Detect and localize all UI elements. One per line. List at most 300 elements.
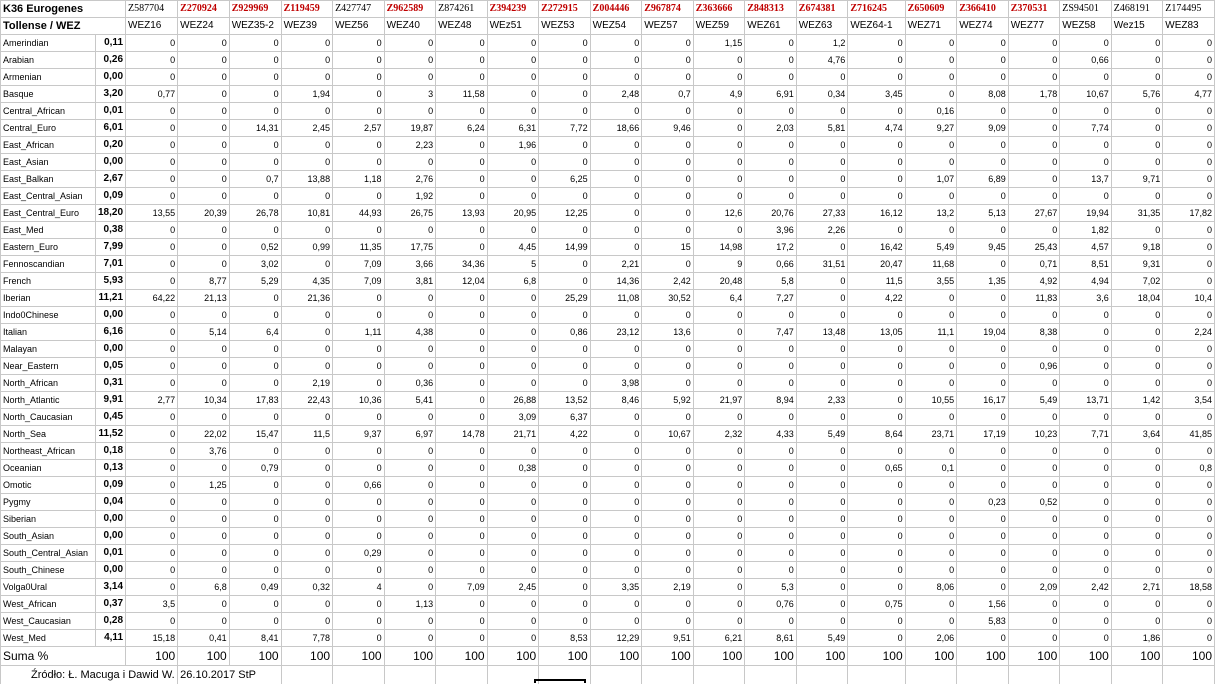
- value-cell[interactable]: 0: [229, 137, 281, 154]
- value-cell[interactable]: 0: [1008, 222, 1060, 239]
- value-cell[interactable]: 20,47: [848, 256, 905, 273]
- value-cell[interactable]: 3,81: [384, 273, 436, 290]
- value-cell[interactable]: 4,74: [848, 120, 905, 137]
- wez-code-cell[interactable]: WEZ58: [1060, 18, 1112, 35]
- value-cell[interactable]: 0: [590, 426, 642, 443]
- value-cell[interactable]: 7,78: [281, 630, 333, 647]
- component-label-cell[interactable]: Volga0Ural: [1, 579, 96, 596]
- value-cell[interactable]: 0: [693, 409, 745, 426]
- value-cell[interactable]: 12,25: [539, 205, 591, 222]
- value-cell[interactable]: 0: [642, 511, 694, 528]
- value-cell[interactable]: 0,8: [1163, 460, 1215, 477]
- value-cell[interactable]: 44,93: [333, 205, 385, 222]
- component-label-cell[interactable]: French: [1, 273, 96, 290]
- value-cell[interactable]: 0: [848, 222, 905, 239]
- value-cell[interactable]: 0: [436, 494, 488, 511]
- value-cell[interactable]: 0,1: [905, 460, 957, 477]
- value-cell[interactable]: 0: [1111, 341, 1163, 358]
- value-cell[interactable]: 0: [281, 307, 333, 324]
- value-cell[interactable]: 0: [178, 86, 230, 103]
- value-cell[interactable]: 0: [384, 630, 436, 647]
- value-cell[interactable]: 0: [436, 103, 488, 120]
- value-cell[interactable]: 0: [642, 443, 694, 460]
- component-label-cell[interactable]: Central_Euro: [1, 120, 96, 137]
- value-cell[interactable]: 0: [642, 528, 694, 545]
- value-cell[interactable]: 0: [126, 494, 178, 511]
- value-cell[interactable]: 0: [693, 613, 745, 630]
- value-cell[interactable]: 6,8: [178, 579, 230, 596]
- value-cell[interactable]: 31,51: [796, 256, 848, 273]
- value-cell[interactable]: 0: [178, 511, 230, 528]
- value-cell[interactable]: 0: [1008, 545, 1060, 562]
- value-cell[interactable]: 0: [436, 137, 488, 154]
- value-cell[interactable]: 0: [642, 494, 694, 511]
- component-label-cell[interactable]: South_Chinese: [1, 562, 96, 579]
- value-cell[interactable]: 0: [590, 545, 642, 562]
- value-cell[interactable]: 0: [642, 154, 694, 171]
- value-cell[interactable]: 0: [693, 69, 745, 86]
- value-cell[interactable]: 0: [1008, 188, 1060, 205]
- value-cell[interactable]: 0: [1111, 528, 1163, 545]
- value-cell[interactable]: 2,06: [905, 630, 957, 647]
- component-label-cell[interactable]: Central_African: [1, 103, 96, 120]
- kit-id-cell[interactable]: Z174495: [1163, 1, 1215, 18]
- value-cell[interactable]: 0: [281, 494, 333, 511]
- average-cell[interactable]: 0,00: [95, 154, 125, 171]
- value-cell[interactable]: 5,8: [745, 273, 797, 290]
- value-cell[interactable]: 0: [796, 613, 848, 630]
- value-cell[interactable]: 14,78: [436, 426, 488, 443]
- value-cell[interactable]: 1,42: [1111, 392, 1163, 409]
- value-cell[interactable]: 0: [1060, 103, 1112, 120]
- value-cell[interactable]: 0: [333, 409, 385, 426]
- value-cell[interactable]: 0: [590, 239, 642, 256]
- average-cell[interactable]: 6,16: [95, 324, 125, 341]
- value-cell[interactable]: 0: [1060, 341, 1112, 358]
- value-cell[interactable]: 0: [848, 307, 905, 324]
- value-cell[interactable]: 0: [642, 358, 694, 375]
- value-cell[interactable]: 2,42: [642, 273, 694, 290]
- value-cell[interactable]: 0: [1008, 120, 1060, 137]
- value-cell[interactable]: 19,04: [957, 324, 1009, 341]
- value-cell[interactable]: 0: [539, 358, 591, 375]
- value-cell[interactable]: 0: [333, 613, 385, 630]
- value-cell[interactable]: 0,65: [848, 460, 905, 477]
- value-cell[interactable]: 0: [590, 596, 642, 613]
- value-cell[interactable]: 6,4: [229, 324, 281, 341]
- value-cell[interactable]: 0: [436, 409, 488, 426]
- value-cell[interactable]: 0: [590, 307, 642, 324]
- value-cell[interactable]: 1,15: [693, 35, 745, 52]
- value-cell[interactable]: 0: [905, 443, 957, 460]
- value-cell[interactable]: 4,33: [745, 426, 797, 443]
- value-cell[interactable]: 0: [796, 171, 848, 188]
- value-cell[interactable]: 0: [848, 392, 905, 409]
- value-cell[interactable]: 21,71: [487, 426, 539, 443]
- value-cell[interactable]: 0: [384, 69, 436, 86]
- value-cell[interactable]: 3: [384, 86, 436, 103]
- value-cell[interactable]: 5,76: [1111, 86, 1163, 103]
- value-cell[interactable]: 0: [178, 460, 230, 477]
- value-cell[interactable]: 4,22: [539, 426, 591, 443]
- value-cell[interactable]: 0: [281, 341, 333, 358]
- value-cell[interactable]: 11,1: [905, 324, 957, 341]
- value-cell[interactable]: 0: [126, 52, 178, 69]
- value-cell[interactable]: 0: [436, 154, 488, 171]
- value-cell[interactable]: 0: [436, 188, 488, 205]
- value-cell[interactable]: 3,02: [229, 256, 281, 273]
- value-cell[interactable]: 0: [1111, 460, 1163, 477]
- value-cell[interactable]: 0: [436, 528, 488, 545]
- value-cell[interactable]: 0,29: [333, 545, 385, 562]
- value-cell[interactable]: 0: [539, 494, 591, 511]
- value-cell[interactable]: 0: [905, 494, 957, 511]
- value-cell[interactable]: 3,5: [126, 596, 178, 613]
- value-cell[interactable]: 0: [178, 239, 230, 256]
- value-cell[interactable]: 1,78: [1008, 86, 1060, 103]
- value-cell[interactable]: 0: [1163, 358, 1215, 375]
- value-cell[interactable]: 9,31: [1111, 256, 1163, 273]
- component-label-cell[interactable]: Near_Eastern: [1, 358, 96, 375]
- component-label-cell[interactable]: Iberian: [1, 290, 96, 307]
- value-cell[interactable]: 21,36: [281, 290, 333, 307]
- value-cell[interactable]: 0: [539, 545, 591, 562]
- value-cell[interactable]: 0: [796, 511, 848, 528]
- value-cell[interactable]: 15: [642, 239, 694, 256]
- value-cell[interactable]: 0: [229, 511, 281, 528]
- value-cell[interactable]: 0: [848, 137, 905, 154]
- value-cell[interactable]: 0: [1008, 69, 1060, 86]
- value-cell[interactable]: 2,32: [693, 426, 745, 443]
- value-cell[interactable]: 0: [1008, 596, 1060, 613]
- value-cell[interactable]: 0: [229, 86, 281, 103]
- value-cell[interactable]: 3,98: [590, 375, 642, 392]
- value-cell[interactable]: 0: [848, 528, 905, 545]
- empty-cell[interactable]: [693, 666, 745, 684]
- value-cell[interactable]: 0: [957, 137, 1009, 154]
- value-cell[interactable]: 0: [126, 154, 178, 171]
- value-cell[interactable]: 0,76: [745, 596, 797, 613]
- empty-cell[interactable]: [1111, 666, 1163, 684]
- value-cell[interactable]: 12,6: [693, 205, 745, 222]
- value-cell[interactable]: 0: [487, 35, 539, 52]
- value-cell[interactable]: 11,5: [281, 426, 333, 443]
- value-cell[interactable]: 0: [1008, 613, 1060, 630]
- value-cell[interactable]: 0: [693, 443, 745, 460]
- sum-value-cell[interactable]: 100: [905, 647, 957, 666]
- empty-cell[interactable]: [796, 666, 848, 684]
- value-cell[interactable]: 0: [126, 511, 178, 528]
- value-cell[interactable]: 10,23: [1008, 426, 1060, 443]
- value-cell[interactable]: 3,45: [848, 86, 905, 103]
- value-cell[interactable]: 0: [178, 562, 230, 579]
- value-cell[interactable]: 30,52: [642, 290, 694, 307]
- component-label-cell[interactable]: East_Balkan: [1, 171, 96, 188]
- value-cell[interactable]: 2,71: [1111, 579, 1163, 596]
- value-cell[interactable]: 0: [178, 409, 230, 426]
- average-cell[interactable]: 3,14: [95, 579, 125, 596]
- average-cell[interactable]: 0,37: [95, 596, 125, 613]
- component-label-cell[interactable]: West_Med: [1, 630, 96, 647]
- value-cell[interactable]: 0: [178, 120, 230, 137]
- value-cell[interactable]: 0: [539, 477, 591, 494]
- kit-id-cell[interactable]: Z366410: [957, 1, 1009, 18]
- value-cell[interactable]: 0: [126, 426, 178, 443]
- value-cell[interactable]: 0: [229, 477, 281, 494]
- value-cell[interactable]: 0: [590, 443, 642, 460]
- value-cell[interactable]: 0: [1111, 120, 1163, 137]
- value-cell[interactable]: 7,02: [1111, 273, 1163, 290]
- value-cell[interactable]: 0: [333, 630, 385, 647]
- value-cell[interactable]: 5,49: [905, 239, 957, 256]
- value-cell[interactable]: 0: [229, 375, 281, 392]
- value-cell[interactable]: 0: [693, 307, 745, 324]
- value-cell[interactable]: 1,07: [905, 171, 957, 188]
- value-cell[interactable]: 0: [693, 494, 745, 511]
- value-cell[interactable]: 0: [905, 154, 957, 171]
- value-cell[interactable]: 0: [539, 528, 591, 545]
- sum-label-cell[interactable]: Suma %: [1, 647, 126, 666]
- value-cell[interactable]: 22,43: [281, 392, 333, 409]
- value-cell[interactable]: 23,12: [590, 324, 642, 341]
- value-cell[interactable]: 7,47: [745, 324, 797, 341]
- value-cell[interactable]: 0: [905, 222, 957, 239]
- value-cell[interactable]: 0: [333, 188, 385, 205]
- value-cell[interactable]: 0: [487, 443, 539, 460]
- value-cell[interactable]: 0: [1008, 341, 1060, 358]
- value-cell[interactable]: 0: [848, 69, 905, 86]
- value-cell[interactable]: 0: [590, 494, 642, 511]
- value-cell[interactable]: 1,35: [957, 273, 1009, 290]
- value-cell[interactable]: 0: [1111, 511, 1163, 528]
- value-cell[interactable]: 0: [796, 579, 848, 596]
- wez-code-cell[interactable]: Wez15: [1111, 18, 1163, 35]
- value-cell[interactable]: 0: [281, 256, 333, 273]
- value-cell[interactable]: 0: [539, 307, 591, 324]
- value-cell[interactable]: 0: [745, 460, 797, 477]
- value-cell[interactable]: 2,76: [384, 171, 436, 188]
- value-cell[interactable]: 0: [1008, 460, 1060, 477]
- value-cell[interactable]: 0: [1163, 545, 1215, 562]
- value-cell[interactable]: 0: [848, 154, 905, 171]
- value-cell[interactable]: 0: [957, 511, 1009, 528]
- average-cell[interactable]: 11,21: [95, 290, 125, 307]
- value-cell[interactable]: 8,61: [745, 630, 797, 647]
- value-cell[interactable]: 0: [487, 511, 539, 528]
- value-cell[interactable]: 0: [126, 103, 178, 120]
- average-cell[interactable]: 0,09: [95, 188, 125, 205]
- component-label-cell[interactable]: Armenian: [1, 69, 96, 86]
- value-cell[interactable]: 2,21: [590, 256, 642, 273]
- value-cell[interactable]: 16,17: [957, 392, 1009, 409]
- value-cell[interactable]: 0: [126, 477, 178, 494]
- value-cell[interactable]: 0: [178, 307, 230, 324]
- value-cell[interactable]: 0: [642, 613, 694, 630]
- value-cell[interactable]: 0: [178, 35, 230, 52]
- value-cell[interactable]: 0: [905, 596, 957, 613]
- value-cell[interactable]: 0: [487, 358, 539, 375]
- value-cell[interactable]: 0: [384, 460, 436, 477]
- wez-code-cell[interactable]: WEZ71: [905, 18, 957, 35]
- average-cell[interactable]: 0,01: [95, 103, 125, 120]
- value-cell[interactable]: 10,4: [1163, 290, 1215, 307]
- value-cell[interactable]: 8,06: [905, 579, 957, 596]
- sum-value-cell[interactable]: 100: [1111, 647, 1163, 666]
- value-cell[interactable]: 19,87: [384, 120, 436, 137]
- sum-value-cell[interactable]: 100: [281, 647, 333, 666]
- value-cell[interactable]: 3,09: [487, 409, 539, 426]
- value-cell[interactable]: 0: [957, 154, 1009, 171]
- value-cell[interactable]: 0: [848, 511, 905, 528]
- value-cell[interactable]: 0: [436, 613, 488, 630]
- value-cell[interactable]: 0: [693, 528, 745, 545]
- value-cell[interactable]: 0: [126, 375, 178, 392]
- value-cell[interactable]: 17,83: [229, 392, 281, 409]
- component-label-cell[interactable]: North_Atlantic: [1, 392, 96, 409]
- value-cell[interactable]: 1,86: [1111, 630, 1163, 647]
- value-cell[interactable]: 5,81: [796, 120, 848, 137]
- value-cell[interactable]: 6,25: [539, 171, 591, 188]
- average-cell[interactable]: 6,01: [95, 120, 125, 137]
- sum-value-cell[interactable]: 100: [745, 647, 797, 666]
- sum-value-cell[interactable]: 100: [539, 647, 591, 666]
- value-cell[interactable]: 0: [957, 375, 1009, 392]
- value-cell[interactable]: 5,13: [957, 205, 1009, 222]
- value-cell[interactable]: 0: [957, 545, 1009, 562]
- value-cell[interactable]: 19,94: [1060, 205, 1112, 222]
- value-cell[interactable]: 0: [178, 154, 230, 171]
- value-cell[interactable]: 0: [384, 613, 436, 630]
- value-cell[interactable]: 0: [796, 239, 848, 256]
- value-cell[interactable]: 3,64: [1111, 426, 1163, 443]
- component-label-cell[interactable]: North_African: [1, 375, 96, 392]
- value-cell[interactable]: 5,49: [1008, 392, 1060, 409]
- value-cell[interactable]: 0: [178, 103, 230, 120]
- value-cell[interactable]: 0: [957, 579, 1009, 596]
- value-cell[interactable]: 0,71: [1008, 256, 1060, 273]
- value-cell[interactable]: 0: [905, 613, 957, 630]
- value-cell[interactable]: 26,75: [384, 205, 436, 222]
- kit-id-cell[interactable]: Z650609: [905, 1, 957, 18]
- component-label-cell[interactable]: Fennoscandian: [1, 256, 96, 273]
- value-cell[interactable]: 8,41: [229, 630, 281, 647]
- value-cell[interactable]: 0: [487, 86, 539, 103]
- value-cell[interactable]: 0: [229, 596, 281, 613]
- value-cell[interactable]: 0: [487, 324, 539, 341]
- empty-cell[interactable]: [1163, 666, 1215, 684]
- value-cell[interactable]: 0: [1111, 103, 1163, 120]
- value-cell[interactable]: 0: [539, 256, 591, 273]
- value-cell[interactable]: 9,51: [642, 630, 694, 647]
- value-cell[interactable]: 0: [487, 69, 539, 86]
- value-cell[interactable]: 0: [126, 69, 178, 86]
- value-cell[interactable]: 5,29: [229, 273, 281, 290]
- value-cell[interactable]: 0: [590, 477, 642, 494]
- value-cell[interactable]: 0: [1163, 528, 1215, 545]
- sum-value-cell[interactable]: 100: [384, 647, 436, 666]
- wez-code-cell[interactable]: WEZ83: [1163, 18, 1215, 35]
- value-cell[interactable]: 0: [126, 358, 178, 375]
- value-cell[interactable]: 17,19: [957, 426, 1009, 443]
- value-cell[interactable]: 5,49: [796, 426, 848, 443]
- value-cell[interactable]: 0: [539, 341, 591, 358]
- value-cell[interactable]: 0: [1060, 69, 1112, 86]
- value-cell[interactable]: 0: [796, 528, 848, 545]
- value-cell[interactable]: 0: [1008, 528, 1060, 545]
- value-cell[interactable]: 2,77: [126, 392, 178, 409]
- average-cell[interactable]: 0,00: [95, 511, 125, 528]
- average-cell[interactable]: 0,00: [95, 562, 125, 579]
- value-cell[interactable]: 0: [905, 290, 957, 307]
- value-cell[interactable]: 0: [384, 358, 436, 375]
- value-cell[interactable]: 0: [796, 596, 848, 613]
- value-cell[interactable]: 0: [848, 443, 905, 460]
- value-cell[interactable]: 0: [796, 562, 848, 579]
- value-cell[interactable]: 0: [1060, 562, 1112, 579]
- empty-cell[interactable]: [1008, 666, 1060, 684]
- value-cell[interactable]: 0: [487, 613, 539, 630]
- value-cell[interactable]: 0: [229, 69, 281, 86]
- value-cell[interactable]: 0: [126, 307, 178, 324]
- empty-cell[interactable]: [848, 666, 905, 684]
- value-cell[interactable]: 0: [281, 460, 333, 477]
- value-cell[interactable]: 0,7: [642, 86, 694, 103]
- value-cell[interactable]: 25,43: [1008, 239, 1060, 256]
- value-cell[interactable]: 26,88: [487, 392, 539, 409]
- value-cell[interactable]: 0: [1060, 494, 1112, 511]
- kit-id-cell[interactable]: Z716245: [848, 1, 905, 18]
- value-cell[interactable]: 0: [1111, 477, 1163, 494]
- value-cell[interactable]: 0: [1163, 630, 1215, 647]
- value-cell[interactable]: 0: [126, 579, 178, 596]
- kit-id-cell[interactable]: Z363666: [693, 1, 745, 18]
- value-cell[interactable]: 0: [384, 528, 436, 545]
- value-cell[interactable]: 0: [1008, 171, 1060, 188]
- average-cell[interactable]: 0,13: [95, 460, 125, 477]
- value-cell[interactable]: 25,29: [539, 290, 591, 307]
- value-cell[interactable]: 0,79: [229, 460, 281, 477]
- value-cell[interactable]: 0,66: [745, 256, 797, 273]
- value-cell[interactable]: 0: [1163, 494, 1215, 511]
- value-cell[interactable]: 1,94: [281, 86, 333, 103]
- value-cell[interactable]: 0: [1163, 273, 1215, 290]
- value-cell[interactable]: 0,38: [487, 460, 539, 477]
- value-cell[interactable]: 0: [436, 341, 488, 358]
- value-cell[interactable]: 1,96: [487, 137, 539, 154]
- value-cell[interactable]: 0: [1060, 545, 1112, 562]
- component-label-cell[interactable]: West_African: [1, 596, 96, 613]
- value-cell[interactable]: 0: [436, 545, 488, 562]
- empty-cell[interactable]: [487, 666, 539, 684]
- value-cell[interactable]: 0: [642, 137, 694, 154]
- average-cell[interactable]: 0,04: [95, 494, 125, 511]
- value-cell[interactable]: 0: [642, 562, 694, 579]
- value-cell[interactable]: 2,45: [281, 120, 333, 137]
- value-cell[interactable]: 5,83: [957, 613, 1009, 630]
- value-cell[interactable]: 0: [229, 341, 281, 358]
- kit-id-cell[interactable]: Z874261: [436, 1, 488, 18]
- value-cell[interactable]: 0: [905, 86, 957, 103]
- average-cell[interactable]: 7,01: [95, 256, 125, 273]
- value-cell[interactable]: 0: [848, 545, 905, 562]
- component-label-cell[interactable]: Italian: [1, 324, 96, 341]
- wez-code-cell[interactable]: WEZ40: [384, 18, 436, 35]
- kit-id-cell[interactable]: Z004446: [590, 1, 642, 18]
- value-cell[interactable]: 14,31: [229, 120, 281, 137]
- value-cell[interactable]: 0: [693, 596, 745, 613]
- value-cell[interactable]: 13,55: [126, 205, 178, 222]
- value-cell[interactable]: 0: [745, 154, 797, 171]
